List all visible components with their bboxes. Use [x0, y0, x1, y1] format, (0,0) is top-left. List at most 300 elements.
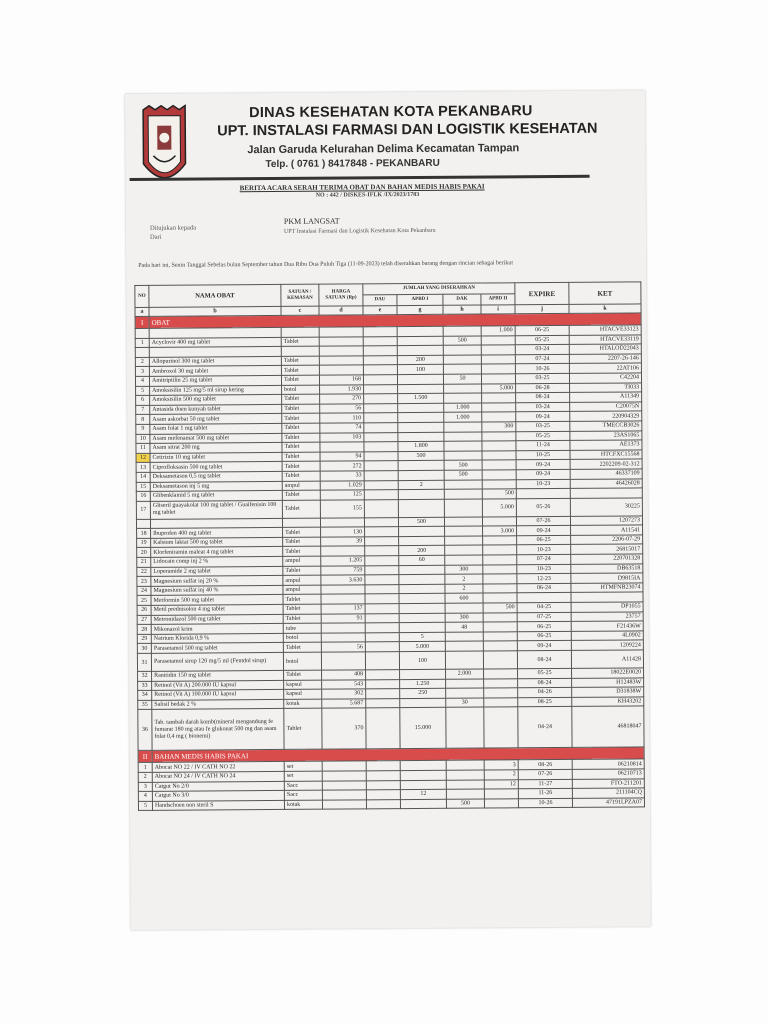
cell-nama: Handschoen non steril S — [152, 800, 284, 811]
cell-dau — [365, 536, 399, 546]
section-number: I — [135, 316, 149, 328]
cell-dak: 500 — [444, 470, 482, 480]
cell-ket: 46337109 — [570, 469, 642, 479]
cell-nama: Loperamide 2 mg tablet — [151, 566, 283, 577]
cell-dau — [364, 517, 398, 527]
cell-harga — [321, 594, 365, 604]
cell-no: 8 — [136, 415, 150, 425]
cell-ket: 26815017 — [571, 544, 643, 554]
cell-nama: Retinol (Vit A) 100.000 IU kapsul — [152, 690, 284, 701]
cell-nama: Antasida doen kunyah tablet — [150, 404, 282, 415]
cell-nama: Metronidazol 500 mg tablet — [151, 614, 283, 625]
handover-table-wrap — [134, 281, 644, 811]
cell-exp: 07-26 — [518, 769, 572, 779]
cell-apbd2 — [482, 393, 516, 403]
cell-satuan: Tablet — [283, 547, 321, 557]
cell-ket: 22AT106 — [569, 363, 641, 373]
cell-apbd1: 12 — [400, 789, 446, 799]
cell-dak: 2 — [445, 584, 483, 594]
cell-ket: DP1055 — [571, 602, 643, 612]
col-letter: g — [397, 305, 443, 314]
handover-table — [134, 281, 645, 811]
cell-apbd1 — [398, 432, 444, 442]
cell-nama: Allopurinol 300 mg tablet — [149, 356, 281, 367]
header-rule — [130, 175, 590, 181]
cell-dau — [363, 375, 397, 385]
cell-dak — [443, 355, 481, 365]
cell-apbd1 — [397, 336, 443, 346]
cell-satuan: Tablet — [283, 537, 321, 547]
cell-satuan: Tablet — [284, 709, 322, 750]
cell-dau — [364, 490, 398, 500]
col-header-apbd1: APBD I — [397, 294, 443, 305]
col-header-satuan: SATUAN / KEMASAN — [281, 284, 319, 306]
cell-apbd2 — [481, 364, 515, 374]
cell-harga — [319, 356, 363, 366]
cell-apbd2: 12 — [484, 779, 518, 789]
cell-apbd1: 60 — [399, 555, 445, 565]
cell-satuan: Tablet — [283, 604, 321, 614]
cell-dau — [365, 632, 399, 642]
cell-ket: 23757 — [571, 612, 643, 622]
cell-apbd2 — [481, 345, 515, 355]
cell-nama: Asam sitrat 200 mg — [150, 443, 282, 454]
document-title: BERITA ACARA SERAH TERIMA OBAT DAN BAHAN MEDIS HABIS PAKAI — [239, 182, 485, 193]
cell-dak: 1.000 — [444, 412, 482, 422]
cell-harga: 56 — [321, 642, 365, 652]
cell-nama: Kalsium laktat 500 mg tablet — [151, 537, 283, 548]
cell-apbd2 — [481, 355, 515, 365]
cell-apbd2 — [483, 536, 517, 546]
cell-dau — [363, 346, 397, 356]
cell-dak — [444, 499, 482, 517]
cell-ket: 1207273 — [570, 516, 642, 526]
cell-exp: 03-25 — [516, 421, 570, 431]
cell-dak — [444, 441, 482, 451]
cell-dak: 500 — [443, 336, 481, 346]
cell-exp: 07-25 — [517, 612, 571, 622]
cell-ket: D31838W — [572, 687, 644, 697]
cell-ket: 23AS1065 — [570, 430, 642, 440]
cell-harga — [321, 623, 365, 633]
cell-apbd1 — [399, 536, 445, 546]
cell-no: 27 — [137, 615, 151, 625]
col-letter: e — [363, 306, 397, 315]
cell-apbd1 — [400, 761, 446, 771]
table-body-bmhp — [138, 747, 644, 810]
cell-harga: 103 — [320, 432, 364, 442]
cell-dak: 2.000 — [446, 669, 484, 679]
cell-dak — [443, 326, 481, 336]
cell-ket: HTCFXC15568 — [570, 450, 642, 460]
cell-apbd1 — [398, 403, 444, 413]
cell-harga: 370 — [322, 708, 366, 749]
cell-apbd2 — [483, 545, 517, 555]
cell-apbd1 — [397, 345, 443, 355]
cell-nama: Amoksisilin 500 mg tablet — [150, 395, 282, 406]
cell-apbd1 — [398, 384, 444, 394]
cell-exp: 09-24 — [516, 412, 570, 422]
cell-no — [135, 328, 149, 338]
cell-apbd1: 500 — [398, 517, 444, 527]
cell-exp: 05-25 — [515, 335, 569, 345]
cell-dau — [364, 423, 398, 433]
cell-apbd2: 3.000 — [483, 526, 517, 536]
cell-nama: Asam mefenamat 500 mg tablet — [150, 433, 282, 444]
cell-exp: 06-25 — [517, 631, 571, 641]
cell-dak — [446, 688, 484, 698]
col-header-dak: DAK — [443, 294, 481, 305]
cell-no: 25 — [137, 596, 151, 606]
cell-dau — [366, 780, 400, 790]
cell-apbd1: 5 — [399, 632, 445, 642]
cell-nama: Asam askorbat 50 mg tablet — [150, 414, 282, 425]
cell-nama: Deksametason inj 5 mg — [150, 481, 282, 492]
cell-apbd2 — [483, 593, 517, 603]
cell-exp: 11-24 — [516, 441, 570, 451]
cell-ket — [570, 488, 642, 498]
cell-no: 33 — [138, 681, 152, 691]
cell-nama: Metformin 500 mg tablet — [151, 595, 283, 606]
cell-nama: Salisil bedak 2 % — [152, 699, 284, 710]
cell-harga — [322, 761, 366, 771]
col-header-no: NO — [135, 285, 149, 307]
cell-apbd2 — [484, 799, 518, 809]
cell-apbd1 — [398, 461, 444, 471]
cell-dau — [363, 355, 397, 365]
cell-dak — [444, 517, 482, 527]
cell-apbd2 — [481, 374, 515, 384]
cell-dau — [364, 394, 398, 404]
cell-satuan: set — [284, 762, 322, 772]
cell-ket: 46818047 — [572, 706, 644, 748]
col-header-apbd2: APBD II — [481, 294, 515, 305]
cell-ket: H12483W — [572, 677, 644, 687]
cell-dak — [444, 393, 482, 403]
cell-dak — [444, 489, 482, 499]
cell-dak: 48 — [445, 622, 483, 632]
cell-exp: 06-24 — [517, 583, 571, 593]
cell-satuan: Tablet — [281, 375, 319, 385]
cell-exp: 08-24 — [516, 393, 570, 403]
cell-harga — [321, 585, 365, 595]
cell-ket: 18022E0020 — [572, 668, 644, 678]
cell-dak — [445, 651, 483, 669]
cell-apbd1: 250 — [400, 688, 446, 698]
col-letter: j — [515, 304, 569, 313]
cell-dau — [366, 670, 400, 680]
cell-harga — [321, 652, 365, 670]
col-letter: k — [569, 304, 641, 314]
col-letter: i — [481, 305, 515, 314]
cell-harga — [320, 518, 364, 528]
cell-harga: 91 — [321, 613, 365, 623]
cell-nama: Lidocain comp inj 2 % — [151, 556, 283, 567]
cell-harga: 33 — [320, 471, 364, 481]
cell-exp: 10-23 — [517, 545, 571, 555]
cell-dau — [365, 527, 399, 537]
cell-satuan: Tablet — [282, 452, 320, 462]
cell-dau — [365, 642, 399, 652]
cell-harga: 125 — [320, 490, 364, 500]
cell-dak — [446, 679, 484, 689]
cell-exp: 05-25 — [518, 668, 572, 678]
cell-apbd2 — [483, 651, 517, 669]
cell-dak: 500 — [446, 799, 484, 809]
cell-no: 20 — [137, 548, 151, 558]
cell-dak — [446, 789, 484, 799]
cell-satuan: Tablet — [282, 394, 320, 404]
cell-exp: 07-24 — [515, 354, 569, 364]
cell-exp: 06-25 — [517, 622, 571, 632]
cell-ket: FTO-211201 — [572, 778, 644, 788]
cell-harga: 302 — [322, 689, 366, 699]
cell-nama: Retinol (Vit A) 200.000 IU kapsul — [152, 680, 284, 691]
cell-satuan: Tablet — [282, 500, 320, 518]
cell-harga: 1.029 — [320, 480, 364, 490]
cell-apbd2 — [482, 431, 516, 441]
cell-apbd1 — [399, 527, 445, 537]
cell-apbd1 — [398, 489, 444, 499]
cell-exp: 04-26 — [518, 688, 572, 698]
cell-nama: Klorfeniramin maleat 4 mg tablet — [151, 547, 283, 558]
cell-dau — [366, 708, 400, 749]
cell-no: 4 — [135, 376, 149, 386]
cell-ket: 2206-07-29 — [571, 535, 643, 545]
sender-label: Dari — [149, 233, 162, 241]
cell-apbd2 — [483, 574, 517, 584]
cell-no: 5 — [136, 386, 150, 396]
cell-no: 7 — [136, 405, 150, 415]
cell-no: 9 — [136, 424, 150, 434]
cell-exp: 03-25 — [515, 373, 569, 383]
cell-dau — [365, 556, 399, 566]
cell-dau — [365, 575, 399, 585]
cell-dak — [445, 536, 483, 546]
cell-exp: 06-25 — [515, 325, 569, 335]
cell-apbd1: 200 — [397, 355, 443, 365]
cell-ket: 220701328 — [571, 554, 643, 564]
cell-dak — [445, 603, 483, 613]
col-header-jumlah: JUMLAH YANG DISERAHKAN — [363, 283, 515, 295]
cell-ket: DB63518 — [571, 564, 643, 574]
cell-harga: 408 — [322, 670, 366, 680]
document-page — [125, 90, 651, 930]
document-number: NO : 442 / DISKES-IFLK /IX/2023/1783 — [315, 191, 420, 199]
cell-apbd2 — [482, 441, 516, 451]
cell-dau — [365, 652, 399, 670]
cell-exp: 08-24 — [518, 678, 572, 688]
cell-apbd2 — [482, 516, 516, 526]
cell-apbd2 — [482, 412, 516, 422]
cell-no: 12 — [136, 453, 150, 463]
intro-paragraph: Pada hari ini, Senin Tanggal Sebelas bulan September tahun Dua Ribu Dua Puluh Tiga (11-09-2023) telah diserahkan barang dengan rincian sebagai berikut — [138, 260, 514, 269]
cell-exp: 08-24 — [517, 650, 571, 668]
cell-exp: 04-24 — [518, 707, 572, 748]
cell-dau — [364, 451, 398, 461]
section-number: II — [138, 751, 152, 763]
cell-satuan: Tablet — [283, 566, 321, 576]
cell-dak: 300 — [445, 613, 483, 623]
cell-apbd1: 1.800 — [398, 441, 444, 451]
cell-dak: 2 — [445, 574, 483, 584]
cell-nama: Deksametason 0,5 mg tablet — [150, 471, 282, 482]
cell-ket: 4L0902 — [571, 631, 643, 641]
cell-apbd1 — [399, 594, 445, 604]
cell-nama: Acyclovir 400 mg tablet — [149, 337, 281, 348]
cell-dau — [365, 623, 399, 633]
cell-satuan: Tablet — [282, 471, 320, 481]
cell-exp: 04-25 — [517, 602, 571, 612]
cell-nama: Abocat NO 22 / IV CATH NO 22 — [152, 762, 284, 773]
cell-apbd1 — [398, 422, 444, 432]
table-header — [135, 282, 641, 317]
cell-harga: 5.687 — [322, 699, 366, 709]
cell-dau — [366, 799, 400, 809]
cell-dau — [364, 442, 398, 452]
cell-ket: D9815IA — [571, 573, 643, 583]
cell-satuan: Tablet — [281, 356, 319, 366]
cell-no: 36 — [138, 710, 152, 751]
cell-harga: 270 — [320, 394, 364, 404]
cell-apbd1: 200 — [399, 546, 445, 556]
cell-no: 2 — [138, 772, 152, 782]
cell-apbd1: 1.500 — [398, 393, 444, 403]
cell-nama: Mikonazol krim — [151, 624, 283, 635]
cell-dau — [365, 546, 399, 556]
cell-dau — [364, 480, 398, 490]
cell-ket: KH43202 — [572, 697, 644, 707]
cell-exp: 03-24 — [515, 345, 569, 355]
cell-apbd2 — [483, 555, 517, 565]
cell-harga: 130 — [321, 527, 365, 537]
cell-dak — [446, 760, 484, 770]
cell-apbd1 — [399, 584, 445, 594]
cell-ket: F21436W — [571, 621, 643, 631]
cell-no: 34 — [138, 691, 152, 701]
cell-nama: Gliseril guayakolat 100 mg tablet / Guaifenisin 100 mg tablet — [150, 500, 282, 519]
cell-apbd1 — [399, 575, 445, 585]
cell-ket: C42204 — [569, 373, 641, 383]
cell-harga: 56 — [320, 404, 364, 414]
cell-no: 3 — [135, 367, 149, 377]
cell-dak — [445, 641, 483, 651]
cell-apbd2 — [484, 789, 518, 799]
cell-ket: HTMFNB23074 — [571, 583, 643, 593]
cell-no: 13 — [136, 463, 150, 473]
cell-no: 32 — [138, 671, 152, 681]
cell-dak: 1.000 — [444, 403, 482, 413]
cell-satuan — [281, 327, 319, 337]
cell-no: 29 — [137, 634, 151, 644]
col-letter: c — [281, 306, 319, 315]
cell-apbd1: 500 — [398, 451, 444, 461]
cell-no: 11 — [136, 443, 150, 453]
cell-ket: HTACVE33119 — [569, 334, 641, 344]
cell-dau — [366, 679, 400, 689]
cell-exp: 10-23 — [517, 564, 571, 574]
cell-apbd2 — [482, 479, 516, 489]
cell-satuan: Sacc — [284, 790, 322, 800]
col-header-dau: DAU — [363, 295, 397, 306]
cell-nama: Parasetamol 500 mg tablet — [151, 643, 283, 654]
cell-exp: 03-24 — [516, 402, 570, 412]
cell-satuan: tube — [283, 623, 321, 633]
cell-satuan: set — [284, 771, 322, 781]
cell-dak: 300 — [445, 565, 483, 575]
cell-satuan: kapsul — [284, 680, 322, 690]
cell-harga — [319, 346, 363, 356]
col-letter: h — [443, 305, 481, 314]
cell-dau — [363, 365, 397, 375]
cell-satuan: Tablet — [281, 366, 319, 376]
cell-no: 35 — [138, 700, 152, 710]
cell-apbd2: 1.000 — [481, 326, 515, 336]
section-title: OBAT — [149, 313, 641, 328]
cell-dak — [445, 526, 483, 536]
cell-harga: 3.630 — [321, 575, 365, 585]
cell-dau — [366, 771, 400, 781]
cell-satuan: ampul — [283, 556, 321, 566]
cell-satuan: ampul — [282, 481, 320, 491]
cell-no: 14 — [136, 472, 150, 482]
cell-no — [136, 519, 150, 529]
cell-satuan: ampul — [283, 585, 321, 595]
cell-dau — [364, 432, 398, 442]
cell-dau — [364, 499, 398, 517]
col-header-ket: KET — [569, 282, 641, 305]
cell-nama: Asam folat 1 mg tablet — [150, 423, 282, 434]
cell-harga: 39 — [321, 537, 365, 547]
cell-dau — [365, 613, 399, 623]
cell-satuan — [282, 518, 320, 528]
cell-dau — [364, 384, 398, 394]
col-header-expire: EXPIRE — [515, 282, 569, 304]
col-header-nama: NAMA OBAT — [149, 284, 281, 307]
col-header-harga: HARGA SATUAN (Rp) — [319, 284, 363, 306]
cell-apbd2 — [482, 460, 516, 470]
cell-harga: 94 — [320, 452, 364, 462]
cell-nama: Magnesium sulfat inj 40 % — [151, 585, 283, 596]
cell-exp: 10-26 — [518, 798, 572, 808]
cell-exp: 07-26 — [516, 516, 570, 526]
cell-dak — [444, 384, 482, 394]
cell-apbd2 — [483, 632, 517, 642]
cell-apbd2: 2 — [484, 770, 518, 780]
cell-nama: Glibenklamid 5 mg tablet — [150, 491, 282, 502]
cell-harga — [322, 771, 366, 781]
cell-no: 30 — [137, 644, 151, 654]
cell-dau — [363, 327, 397, 337]
org-phone: Telp. ( 0761 ) 8417848 - PEKANBARU — [265, 157, 440, 171]
cell-apbd1 — [399, 622, 445, 632]
cell-ket: 2202209-02-312 — [570, 459, 642, 469]
col-letter: b — [149, 306, 281, 316]
cell-apbd2 — [484, 688, 518, 698]
cell-no: 6 — [136, 395, 150, 405]
org-name-line2: UPT. INSTALASI FARMASI DAN LOGISTIK KESEHATAN — [217, 120, 598, 140]
cell-satuan: Tablet — [284, 670, 322, 680]
cell-ket: A11541 — [571, 525, 643, 535]
cell-apbd2: 300 — [482, 422, 516, 432]
cell-no: 22 — [137, 567, 151, 577]
cell-dau — [365, 584, 399, 594]
cell-harga — [321, 546, 365, 556]
cell-ket: HTALOD22043 — [569, 344, 641, 354]
cell-satuan: botol — [283, 633, 321, 643]
cell-apbd1 — [400, 770, 446, 780]
cell-no: 21 — [137, 557, 151, 567]
